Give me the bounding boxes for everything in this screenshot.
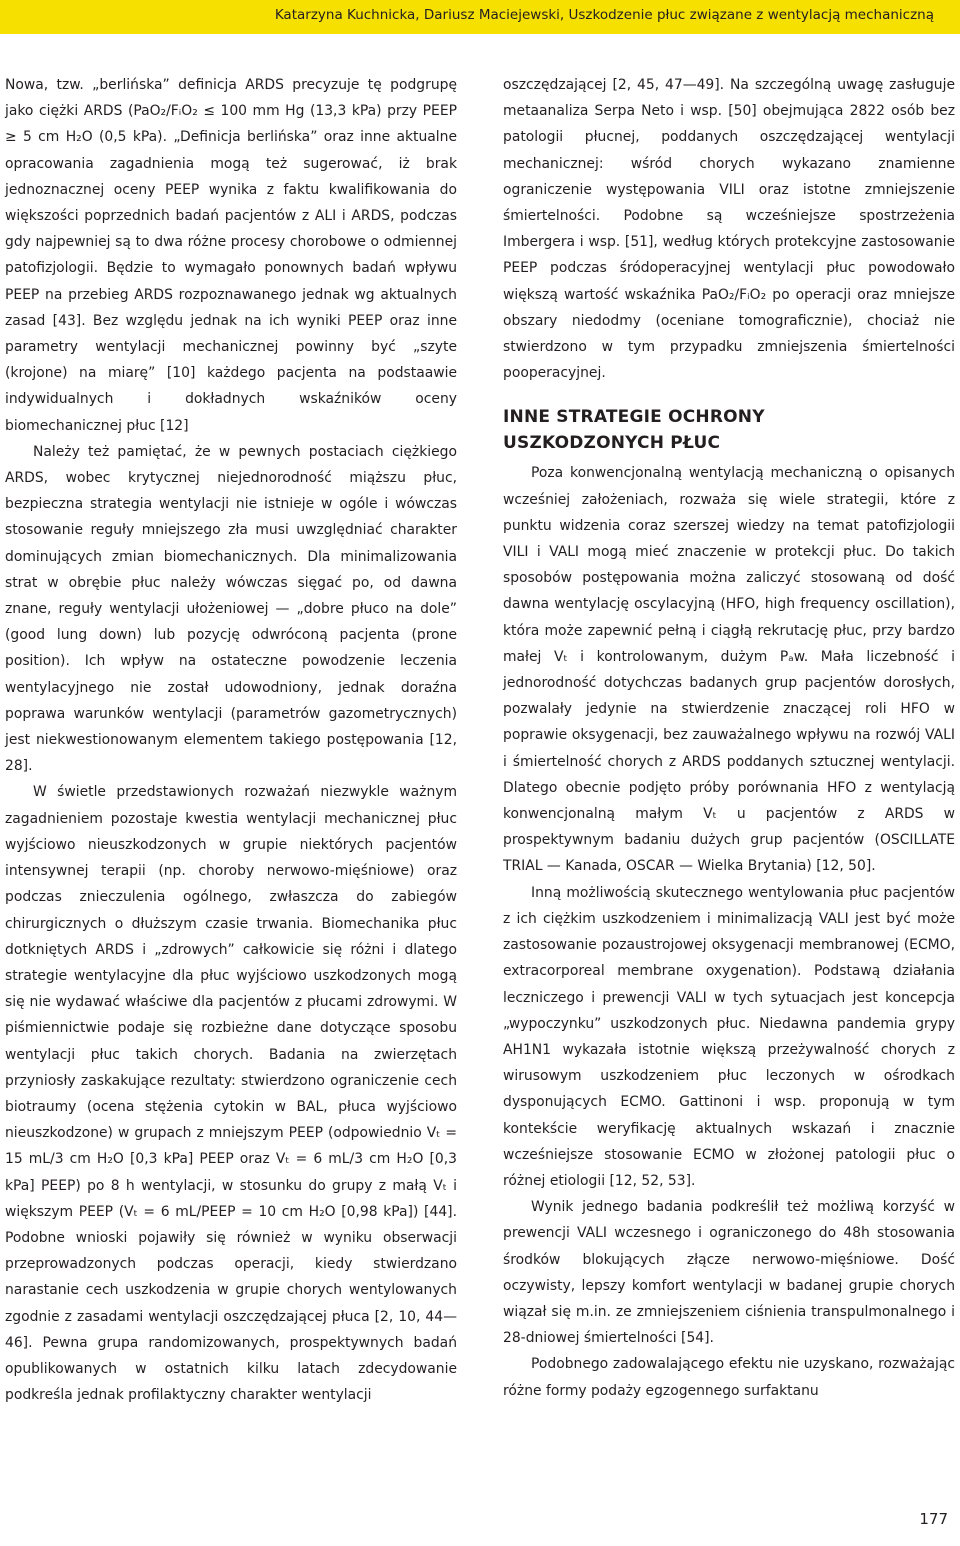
paragraph: W świetle przedstawionych rozważań niezwykle ważnym zagadnieniem pozostaje kwestia wentylacji mechanicznej płuc wyjściowo nieuszkodzonych w grupie niektórych pacjentów intensywnej terapii (np. choroby nerwowo-mięśniowe) oraz podczas znieczulenia ogólnego, zwłaszcza do zabiegów chirurgicznych o dłuższym czasie trwania. Biomechanika płuc dotkniętych ARDS i „zdrowych” całkowicie się różni i dlatego strategie wentylacyjne dla płuc wyjściowo uszkodzonych mogą się nie wydawać właściwe dla pacjentów z płucami zdrowymi. W piśmiennictwie podaje się rozbieżne dane dotyczące sposobu wentylacji płuc takich chorych. Badania na zwierzętach przyniosły zaskakujące rezultaty: stwierdzono ograniczenie cech biotraumy (ocena stężenia cytokin w BAL, płuca wyjściowo nieuszkodzone) w grupach z mniejszym PEEP (odpowiednio Vₜ = 15 mL/3 cm H₂O [0,3 kPa] PEEP oraz Vₜ = 6 mL/3 cm H₂O [0,3 kPa] PEEP) po 8 h wentylacji, w stosunku do grupy z małą Vₜ i większym PEEP (Vₜ = 6 mL/PEEP = 10 cm H₂O [0,98 kPa]) [44]. Podobne wnioski pojawiły się również w wyniku obserwacji przeprowadzonych podczas operacji, kiedy stwierdzano narastanie cech uszkodzenia w grupie chorych wentylowanych zgodnie z zasadami wentylacji oszczędzającej płuca [2, 10, 44—46]. Pewna grupa randomizowanych, prospektywnych badań opublikowanych w ostatnich kilku latach zdecydowanie podkreśla jednak profilaktyczny charakter wentylacji: [5, 784, 457, 1404]
paragraph: Należy też pamiętać, że w pewnych postaciach ciężkiego ARDS, wobec krytycznej niejednorodność miąższu płuc, bezpieczna strategia wentylacji nie istnieje w ogóle i wówczas stosowanie reguły mniejszego zła musi uwzględniać charakter dominujących zmian biomechanicznych. Dla minimalizowania strat w obrębie płuc należy wówczas sięgać po, od dawna znane, reguły wentylacji ułożeniowej — „dobre płuco na dole” (good lung down) lub pozycję odwróconą pacjenta (prone position). Ich wpływ na ostateczne powodzenie leczenia wentylacyjnego nie został udowodniony, jednak doraźna poprawa warunków wentylacji (parametrów gazometrycznych) jest niekwestionowanym elementem takiego postępowania [12, 28].: [5, 443, 457, 775]
paragraph: Nowa, tzw. „berlińska” definicja ARDS precyzuje tę podgrupę jako ciężki ARDS (PaO₂/FᵢO₂ ≤ 100 mm Hg (13,3 kPa) przy PEEP ≥ 5 cm H₂O (0,5 kPa). „Definicja berlińska” oraz inne aktualne opracowania zagadnienia mogą też sugerować, iż brak jednoznacznej oceny PEEP wynika z faktu kwalifikowania do większości poprzednich badań pacjentów z ALI i ARDS, podczas gdy najpewniej są to dwa różne procesy chorobowe o odmiennej patofizjologii. Będzie to wymagało ponownych badań wpływu PEEP na przebieg ARDS rozpoznawanego jednak wg aktualnych zasad [43]. Bez względu jednak na ich wyniki PEEP oraz inne parametry wentylacji mechanicznej powinny być „szyte (krojone) na miarę” [10] każdego pacjenta na podstaawie indywidualnych i dokładnych wskaźników oceny biomechanicznej płuc [12]: [5, 77, 457, 434]
section-heading: [503, 404, 955, 456]
paragraph: Wynik jednego badania podkreślił też możliwą korzyść w prewencji VALI wczesnego i ograniczonego do 48h stosowania środków blokujących złącze nerwowo-mięśniowe. Dość oczywisty, lepszy komfort wentylacji w badanej grupie chorych wiązał się m.in. ze zmniejszeniem ciśnienia transpulmonalnego i 28-dniowej śmiertelności [54].: [503, 1199, 955, 1347]
paragraph: oszczędzającej [2, 45, 47—49]. Na szczególną uwagę zasługuje metaanaliza Serpa Neto i wsp. [50] obejmująca 2822 osób bez patologii płucnej, poddanych oszczędzającej wentylacji mechanicznej: wśród chorych wykazano znamienne ograniczenie występowania VILI oraz istotne zmniejszenie śmiertelności. Podobne są wcześniejsze spostrzeżenia Imbergera i wsp. [51], według których protekcyjne zastosowanie PEEP podczas śródoperacyjnej wentylacji płuc powodowało większą wartość wskaźnika PaO₂/FᵢO₂ po operacji oraz mniejsze obszary niedodmy (oceniane tomograficznie), chociaż nie stwierdzono w tym przypadku zmniejszenia śmiertelności pooperacyjnej.: [503, 77, 955, 382]
section-heading-line-1: INNE STRATEGIE OCHRONY: [503, 407, 765, 428]
paragraph: Poza konwencjonalną wentylacją mechaniczną o opisanych wcześniej założeniach, rozważa się wiele strategii, które z punktu widzenia coraz szerszej wiedzy na temat patofizjologii VILI i VALI mogą mieć znaczenie w protekcji płuc. Do takich sposobów postępowania można zaliczyć stosowaną od dość dawna wentylację oscylacyjną (HFO, high frequency oscillation), która może zapewnić pełną i ciągłą rekrutację płuc, przy bardzo małej Vₜ i kontrolowanym, dużym Pₐw. Mała liczebność i jednorodność dotychczas badanych grup pacjentów dorosłych, pozwalały jedynie na stwierdzenie znaczącej roli HFO w poprawie oksygenacji, bez zauważalnego wpływu na rozwój VALI i śmiertelność chorych z ARDS poddanych sztucznej wentylacji. Dlatego obecnie podjęto próby porównania HFO z wentylacją konwencjonalną małym Vₜ u pacjentów z ARDS w prospektywnym badaniu dużych grup pacjentów (OSCILLATE TRIAL — Kanada, OSCAR — Wielka Brytania) [12, 50].: [503, 465, 955, 875]
paragraph: Inną możliwością skutecznego wentylowania płuc pacjentów z ich ciężkim uszkodzeniem i minimalizacją VALI jest być może zastosowanie pozaustrojowej oksygenacji membranowej (ECMO, extracorporeal membrane oxygenation). Podstawą działania leczniczego i prewencji VALI w tych sytuacjach jest koncepcja „wypoczynku” uszkodzonych płuc. Niedawna pandemia grypy AH1N1 wykazała istotnie większą przeżywalność chorych z wirusowym uszkodzeniem płuc leczonych w ośrodkach dysponujących ECMO. Gattinoni i wsp. proponują w tym kontekście weryfikację aktualnych wskazań i znacznie wcześniejsze stosowanie ECMO w złożonej patologii płuc o różnej etiologii [12, 52, 53].: [503, 884, 955, 1189]
running-header-band: [0, 0, 960, 34]
left-column: [5, 72, 457, 1408]
right-column: [503, 72, 955, 1404]
running-title: Katarzyna Kuchnicka, Dariusz Maciejewski, Uszkodzenie płuc związane z wentylacją mechaniczną: [274, 7, 934, 23]
section-heading-line-2: USZKODZONYCH PŁUC: [503, 433, 721, 454]
page-number: 177: [919, 1510, 948, 1528]
paragraph: Podobnego zadowalającego efektu nie uzyskano, rozważając różne formy podaży egzogennego surfaktanu: [503, 1356, 955, 1399]
